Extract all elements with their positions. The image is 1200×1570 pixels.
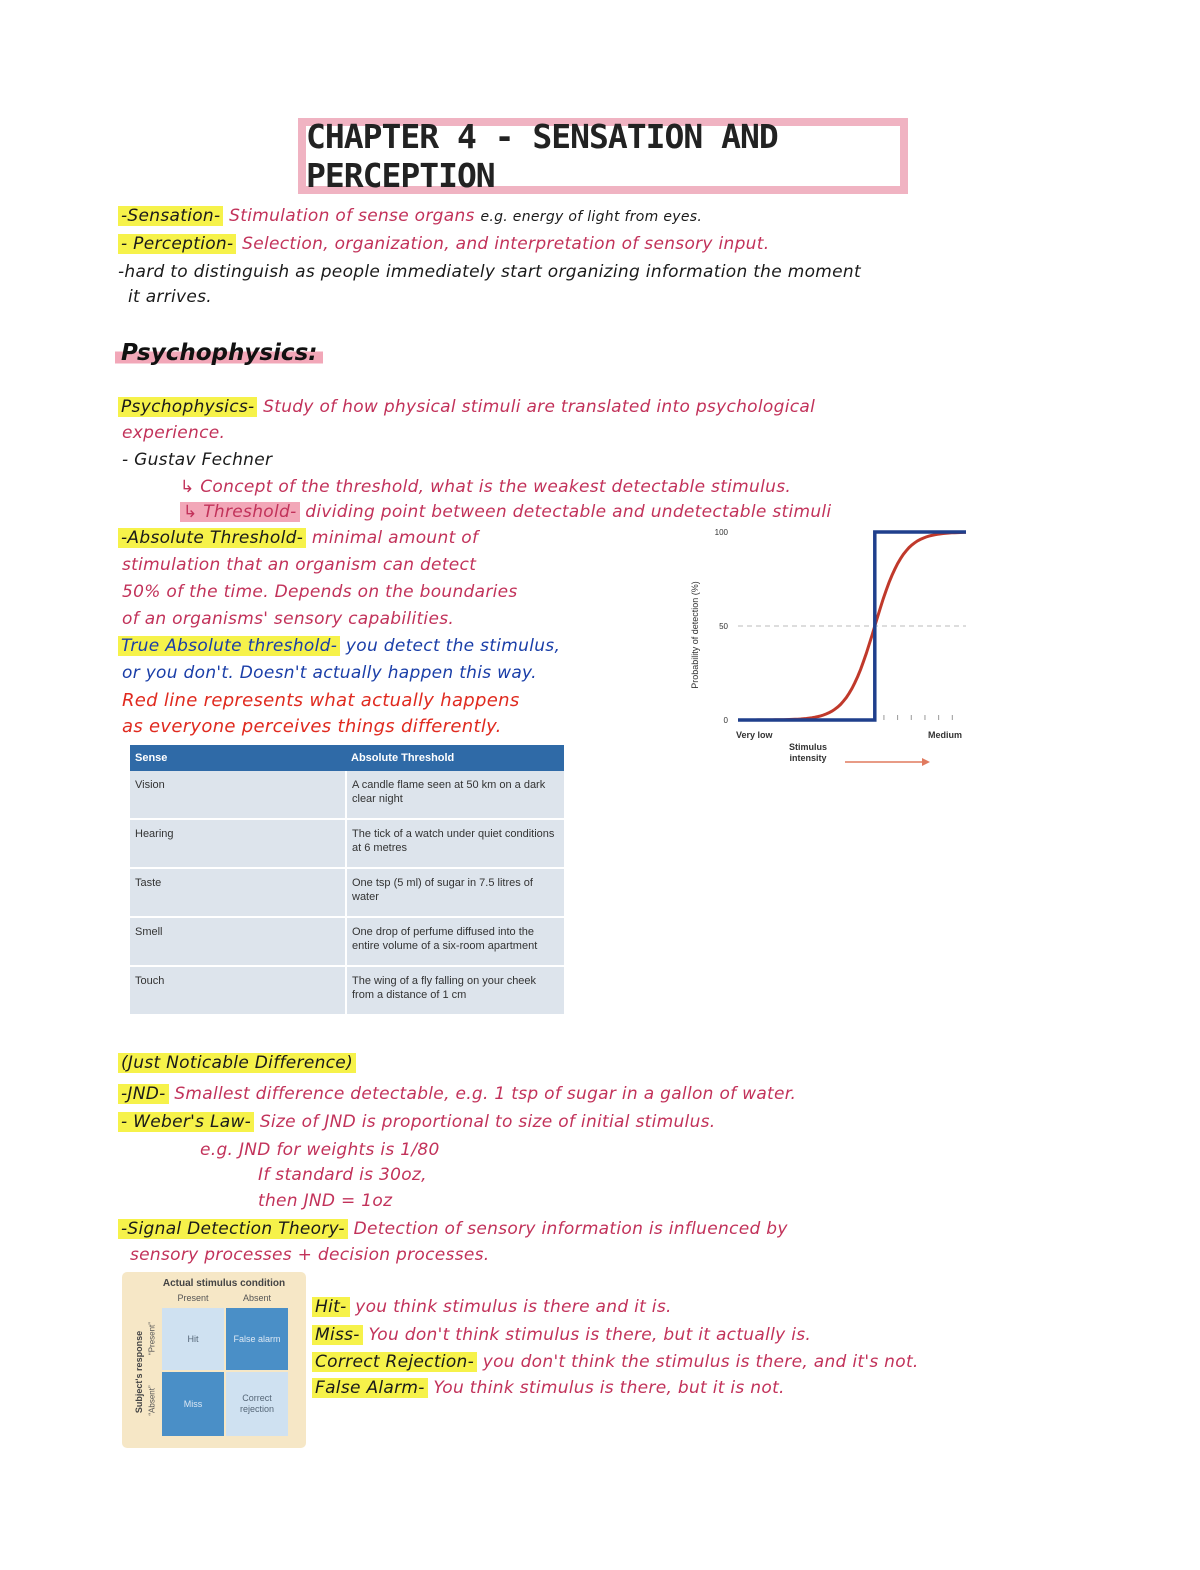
true-threshold-term: True Absolute threshold-	[118, 636, 340, 656]
weber-example-3: then JND = 1oz	[258, 1191, 393, 1211]
table-row	[130, 771, 564, 819]
table-cell-sense: Taste	[130, 868, 346, 917]
false-alarm-line	[312, 1378, 785, 1398]
weber-example-1: e.g. JND for weights is 1/80	[200, 1140, 440, 1160]
table-row	[130, 819, 564, 868]
jnd-def: Smallest difference detectable, e.g. 1 tsp of sugar in a gallon of water.	[174, 1084, 797, 1104]
table-cell-threshold: The wing of a fly falling on your cheek from a distance of 1 cm	[346, 966, 564, 1015]
sdt-def-2: sensory processes + decision processes.	[130, 1245, 490, 1265]
perception-line	[118, 234, 769, 254]
sdt-line	[118, 1219, 788, 1239]
table-cell-sense: Touch	[130, 966, 346, 1015]
sdt-def-1: Detection of sensory information is influenced by	[353, 1219, 788, 1239]
miss-term: Miss-	[312, 1325, 363, 1345]
table-row	[130, 868, 564, 917]
table-cell-sense: Smell	[130, 917, 346, 966]
jnd-line	[118, 1084, 796, 1104]
miss-def: You don't think stimulus is there, but it actually is.	[368, 1325, 812, 1345]
x-tick-label-medium: Medium	[928, 730, 963, 740]
weber-term: - Weber's Law-	[118, 1112, 254, 1132]
weber-line	[118, 1112, 716, 1132]
title-frame	[298, 118, 908, 194]
table-row	[130, 917, 564, 966]
matrix-col-present: Present	[177, 1293, 209, 1303]
table-row	[130, 966, 564, 1015]
absolute-def-2: stimulation that an organism can detect	[122, 555, 477, 575]
page-title: CHAPTER 4 - SENSATION AND PERCEPTION	[306, 126, 900, 186]
matrix-col-absent: Absent	[242, 1293, 272, 1303]
y-tick-label: 100	[714, 528, 728, 537]
sensation-term: -Sensation-	[118, 206, 223, 226]
absolute-def-1: minimal amount of	[311, 528, 479, 548]
table-cell-threshold: A candle flame seen at 50 km on a dark clear night	[346, 771, 564, 819]
correct-rejection-line	[312, 1352, 919, 1372]
hit-def: you think stimulus is there and it is.	[355, 1297, 672, 1317]
absolute-def-3: 50% of the time. Depends on the boundaries	[122, 582, 518, 602]
threshold-def: dividing point between detectable and undetectable stimuli	[305, 502, 832, 522]
matrix-row-present: “Present”	[147, 1322, 157, 1355]
sensation-def: Stimulation of sense organs	[229, 206, 475, 226]
correct-rejection-term: Correct Rejection-	[312, 1352, 477, 1372]
table-cell-threshold: One drop of perfume diffused into the entire volume of a six-room apartment	[346, 917, 564, 966]
psychophysics-term: Psychophysics-	[118, 397, 257, 417]
matrix-top-label: Actual stimulus condition	[162, 1278, 286, 1289]
jnd-heading: (Just Noticable Difference)	[118, 1053, 356, 1073]
table-cell-sense: Hearing	[130, 819, 346, 868]
red-line-note-1: Red line represents what actually happens	[122, 690, 520, 711]
chart-xlabel-wrap	[778, 742, 838, 772]
psychophysics-def-2: experience.	[122, 423, 226, 443]
weber-def: Size of JND is proportional to size of initial stimulus.	[259, 1112, 716, 1132]
fechner-line: - Gustav Fechner	[122, 450, 273, 470]
detection-chart	[680, 520, 980, 780]
table-cell-sense: Vision	[130, 771, 346, 819]
true-threshold-def-2: or you don't. Doesn't actually happen this way.	[122, 663, 537, 683]
table-cell-threshold: One tsp (5 ml) of sugar in 7.5 litres of water	[346, 868, 564, 917]
hit-term: Hit-	[312, 1297, 350, 1317]
matrix-cell-correct-rejection: Correct rejection	[226, 1372, 288, 1436]
note-line-1: -hard to distinguish as people immediately start organizing information the moment	[118, 262, 861, 282]
psychophysics-def-1: Study of how physical stimuli are translated into psychological	[263, 397, 816, 417]
perception-term: - Perception-	[118, 234, 236, 254]
y-tick-label: 50	[719, 622, 728, 631]
matrix-cell-miss: Miss	[162, 1372, 224, 1436]
miss-line	[312, 1325, 811, 1345]
chart-ylabel: Probability of detection (%)	[690, 581, 700, 689]
threshold-term: ↳ Threshold-	[180, 502, 300, 522]
table-header-threshold: Absolute Threshold	[346, 745, 564, 771]
x-arrow-head-icon	[922, 758, 930, 766]
weber-example-2: If standard is 30oz,	[258, 1165, 427, 1185]
matrix-cell-hit: Hit	[162, 1308, 224, 1370]
threshold-concept: ↳ Concept of the threshold, what is the weakest detectable stimulus.	[180, 477, 792, 497]
false-alarm-term: False Alarm-	[312, 1378, 428, 1398]
true-threshold-def-1: you detect the stimulus,	[345, 636, 561, 656]
absolute-term: -Absolute Threshold-	[118, 528, 306, 548]
x-tick-label-low: Very low	[736, 730, 773, 740]
matrix-row-absent: “Absent”	[147, 1385, 157, 1416]
red-line-note-2: as everyone perceives things differently.	[122, 716, 502, 737]
chart-xlabel: Stimulus intensity	[788, 742, 827, 763]
signal-detection-matrix	[122, 1272, 306, 1448]
sdt-term: -Signal Detection Theory-	[118, 1219, 348, 1239]
matrix-side-label: Subject's response	[134, 1330, 144, 1414]
hit-line	[312, 1297, 672, 1317]
jnd-heading-line	[118, 1053, 356, 1073]
y-tick-label: 0	[723, 716, 728, 725]
sensation-example: e.g. energy of light from eyes.	[480, 209, 703, 225]
sensation-line	[118, 206, 702, 226]
threshold-line	[180, 502, 831, 522]
matrix-cell-false-alarm: False alarm	[226, 1308, 288, 1370]
threshold-table	[130, 745, 564, 1016]
table-cell-threshold: The tick of a watch under quiet conditions at 6 metres	[346, 819, 564, 868]
section-heading: Psychophysics:	[115, 340, 323, 366]
jnd-term: -JND-	[118, 1084, 169, 1104]
true-threshold-line	[118, 636, 560, 656]
false-alarm-def: You think stimulus is there, but it is not.	[433, 1378, 785, 1398]
note-line-2: it arrives.	[128, 287, 212, 307]
absolute-line	[118, 528, 478, 548]
psychophysics-line	[118, 397, 815, 417]
perception-def: Selection, organization, and interpretation of sensory input.	[242, 234, 770, 254]
absolute-def-4: of an organisms' sensory capabilities.	[122, 609, 455, 629]
table-header-sense: Sense	[130, 745, 346, 771]
correct-rejection-def: you don't think the stimulus is there, and it's not.	[482, 1352, 919, 1372]
